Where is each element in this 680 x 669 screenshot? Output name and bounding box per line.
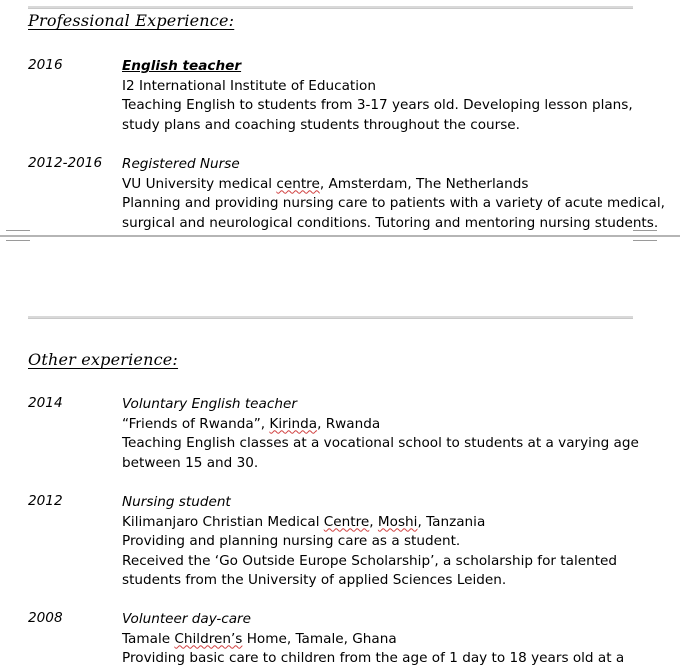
entry-year: 2016 — [28, 57, 63, 73]
entry-role: English teacher — [122, 58, 242, 74]
entry-year: 2014 — [28, 395, 63, 411]
top-divider — [28, 6, 633, 9]
org-part: VU University medical — [122, 175, 277, 192]
page-break — [0, 235, 680, 237]
entry-year: 2012-2016 — [28, 155, 103, 171]
entry-description-line: Teaching English to students from 3-17 years old. Developing lesson plans, — [122, 97, 633, 114]
org-part: , Rwanda — [317, 415, 381, 432]
spelling-flagged-word[interactable]: Kirinda — [269, 415, 318, 432]
org-part: Kilimanjaro Christian Medical — [122, 513, 324, 530]
entry-description-line: students from the University of applied Sciences Leiden. — [122, 572, 507, 589]
org-part: , Tanzania — [417, 513, 486, 530]
entry-organization — [122, 630, 662, 650]
section-title-professional: Professional Experience: — [28, 11, 235, 30]
entry-description-line: between 15 and 30. — [122, 454, 259, 471]
entry-description-line: Providing and planning nursing care as a student. — [122, 533, 461, 550]
entry-year: 2012 — [28, 493, 63, 509]
entry-description-line: Teaching English classes at a vocational school to students at a varying age — [122, 435, 639, 452]
spelling-flagged-word[interactable]: Moshi — [377, 513, 418, 530]
entry-description-line: Providing basic care to children from the age of 1 day to 18 years old at a — [122, 650, 625, 667]
entry-body — [122, 155, 665, 233]
org-part: Tamale — [122, 630, 175, 647]
entry-description-line: Planning and providing nursing care to patients with a variety of acute medical, — [122, 195, 665, 212]
entry-year: 2008 — [28, 610, 63, 626]
entry-role: Nursing student — [122, 494, 231, 510]
entry-role: Volunteer day-care — [122, 611, 251, 627]
spelling-flagged-word[interactable]: Children’s — [174, 630, 243, 647]
org-part: , — [369, 513, 378, 530]
entry-body — [122, 493, 662, 591]
entry-body — [122, 57, 662, 135]
entry-role: Voluntary English teacher — [122, 396, 297, 412]
entry-organization — [122, 513, 662, 533]
section-divider — [28, 316, 633, 319]
entry-organization — [122, 415, 662, 435]
org-part: , Amsterdam, The Netherlands — [319, 175, 529, 192]
entry-description-line: study plans and coaching students throughout the course. — [122, 116, 520, 133]
spelling-flagged-word[interactable]: Centre — [323, 513, 370, 530]
org-part: Home, Tamale, Ghana — [242, 630, 397, 647]
entry-organization: I2 International Institute of Education — [122, 77, 376, 94]
spelling-flagged-word[interactable]: centre — [276, 175, 320, 192]
entry-role: Registered Nurse — [122, 156, 240, 172]
entry-body — [122, 610, 662, 669]
entry-organization — [122, 175, 662, 195]
entry-body — [122, 395, 662, 473]
section-title-other: Other experience: — [28, 350, 179, 369]
entry-description-line: surgical and neurological conditions. Tutoring and mentoring nursing students. — [122, 214, 659, 231]
entry-description-line: Received the ‘Go Outside Europe Scholarship’, a scholarship for talented — [122, 552, 618, 569]
org-part: “Friends of Rwanda”, — [122, 415, 270, 432]
